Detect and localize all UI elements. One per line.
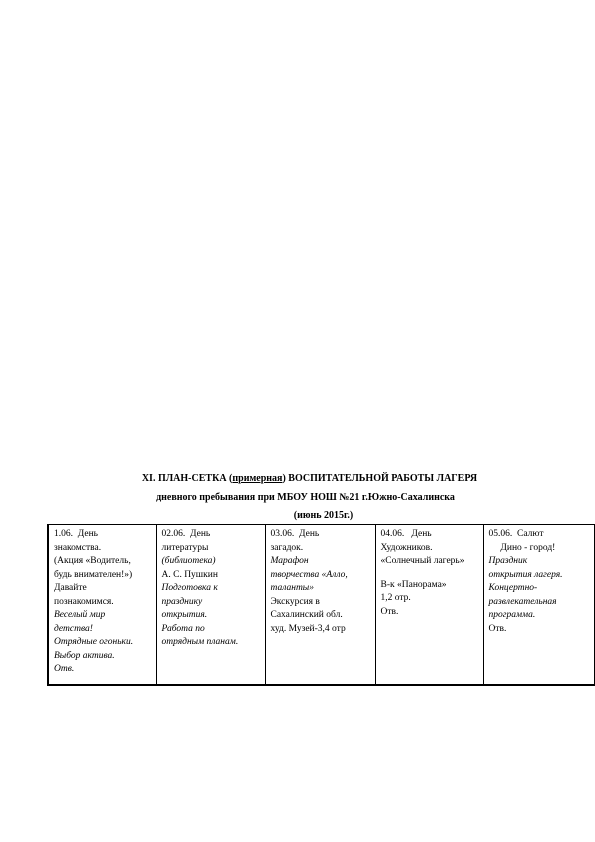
plan-title-prefix: XI. ПЛАН-СЕТКА ( [141, 473, 233, 484]
day-line: Веселый мир [54, 610, 106, 620]
day-cell-3 [265, 525, 375, 686]
day-line: Выбор актива. [54, 650, 115, 661]
day-line: Отв. [488, 623, 507, 634]
day-line: творчества «Алло, [270, 569, 348, 580]
day-line: отрядным планам. [161, 637, 239, 647]
day-line: Отв. [380, 606, 399, 617]
day-line: 1.06. День [54, 529, 98, 539]
day-line: познакомимся. [54, 596, 114, 607]
plan-title-suffix: ) ВОСПИТАТЕЛЬНОЙ РАБОТЫ ЛАГЕРЯ [282, 473, 478, 484]
day-line: Давайте [54, 583, 87, 593]
plan-title [12, 473, 595, 485]
day-line: Работа по [161, 623, 205, 634]
day-cell-1 [48, 525, 156, 686]
day-line: загадок. [270, 542, 304, 553]
day-line: Подготовка к [161, 583, 218, 593]
plan-grid-row [48, 525, 594, 686]
day-line: Дино - город! [488, 542, 556, 553]
plan-period: (июнь 2015г.) [293, 510, 354, 521]
day-line: Сахалинский обл. [270, 610, 343, 620]
day-line: А. С. Пушкин [161, 569, 218, 580]
day-line: 05.06. Салют [488, 529, 544, 539]
day-cell-5 [483, 525, 594, 686]
day-line: 04.06. День [380, 529, 432, 539]
day-line: (Акция «Водитель, [54, 556, 131, 566]
day-line: Концертно- [488, 583, 538, 593]
day-line: Отрядные огоньки. [54, 637, 134, 647]
day-line: Отв. [54, 664, 75, 674]
day-line: В-к «Панорама» [380, 579, 447, 590]
day-line: детства! [54, 623, 93, 634]
day-line: открытия. [161, 610, 208, 620]
day-line: празднику [161, 596, 203, 607]
day-line: открытия лагеря. [488, 569, 563, 580]
day-line: 03.06. День [270, 529, 320, 539]
day-line: будь внимателен!») [54, 569, 133, 580]
day-line: худ. Музей-3,4 отр [270, 623, 346, 634]
day-line: (библиотека) [161, 556, 216, 566]
day-line: 02.06. День [161, 529, 211, 539]
day-line: развлекательная [488, 596, 557, 607]
day-line: Экскурсия в [270, 596, 320, 607]
day-line: Праздник [488, 556, 528, 566]
day-line: программа. [488, 610, 536, 620]
plan-grid-table [47, 524, 595, 686]
day-cell-4 [375, 525, 483, 686]
day-line: «Солнечный лагерь» [380, 556, 465, 566]
plan-title-note: примерная [232, 473, 283, 484]
day-line: Марафон [270, 556, 309, 566]
plan-subtitle: дневного пребывания при МБОУ НОШ №21 г.Южно-Сахалинска [156, 492, 455, 503]
day-line: 1,2 отр. [380, 593, 411, 603]
day-line: знакомства. [54, 542, 102, 553]
day-line: таланты» [270, 583, 314, 593]
day-cell-2 [156, 525, 265, 686]
day-line: литературы [161, 542, 209, 553]
day-line [381, 569, 481, 579]
day-line: Художников. [380, 542, 433, 553]
